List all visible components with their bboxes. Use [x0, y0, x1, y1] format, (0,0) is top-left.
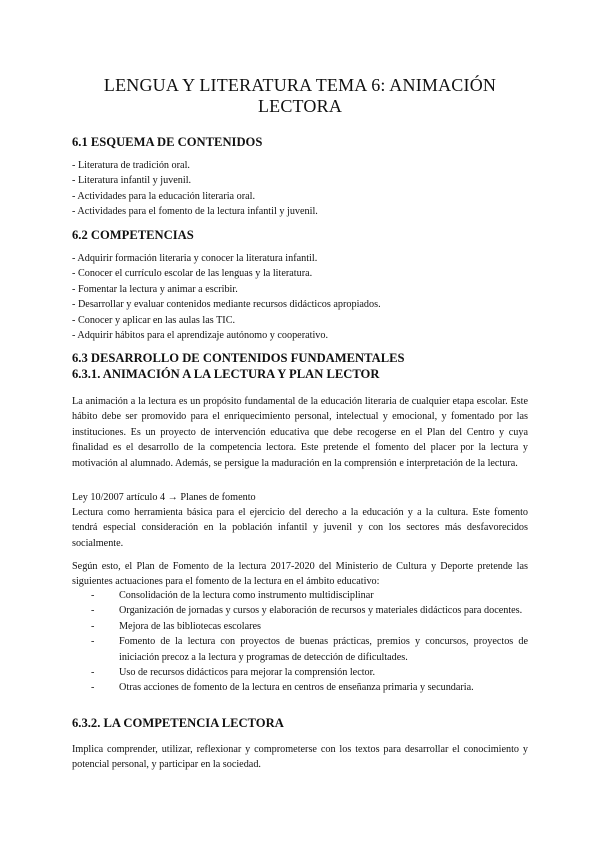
list-item: - Fomentar la lectura y animar a escribir. — [72, 283, 238, 295]
list-item: - Conocer el currículo escolar de las lenguas y la literatura. — [72, 268, 313, 280]
actions-list — [72, 588, 528, 696]
list-item-text: Otras acciones de fomento de la lectura en centros de enseñanza primaria y secundaria. — [119, 682, 474, 694]
list-item: - Adquirir hábitos para el aprendizaje autónomo y cooperativo. — [72, 330, 329, 342]
section-heading-competencias: 6.2 COMPETENCIAS — [72, 228, 194, 242]
dash-bullet: - — [91, 590, 95, 601]
competencies-list — [72, 251, 381, 343]
subsection-heading-competencia-lectora: 6.3.2. LA COMPETENCIA LECTORA — [72, 716, 284, 730]
list-item: - Actividades para la educación literaria oral. — [72, 190, 256, 202]
list-item-text: Organización de jornadas y cursos y elaboración de recursos y materiales didácticos para docentes. — [119, 605, 523, 617]
paragraph-competencia-lectora: Implica comprender, utilizar, reflexionar y comprometerse con los textos para desarrollar el conocimiento y potencial personal, y participar en la sociedad. — [72, 744, 528, 771]
list-item-text: Mejora de las bibliotecas escolares — [119, 620, 262, 632]
list-item: - Actividades para el fomento de la lectura infantil y juvenil. — [72, 206, 318, 218]
dash-bullet: - — [91, 620, 95, 632]
list-item-text: Consolidación de la lectura como instrumento multidisciplinar — [119, 590, 374, 601]
list-item-text: Fomento de la lectura con proyectos de buenas prácticas, premios y concursos, proyectos de iniciación precoz a la lectura y programas de detección de dificultades. — [119, 636, 528, 663]
paragraph-ley: Lectura como herramienta básica para el ejercicio del derecho a la educación y a la cultura. Este fomento tendrá especial consideración en la población infantil y juvenil y con los sectores más desfavorecidos socialmente. — [72, 507, 528, 549]
subsection-heading-animacion: 6.3.1. ANIMACIÓN A LA LECTURA Y PLAN LECTOR — [72, 367, 380, 381]
list-item: - Literatura de tradición oral. — [72, 160, 190, 171]
dash-bullet: - — [91, 682, 95, 694]
list-item: - Adquirir formación literaria y conocer la literatura infantil. — [72, 253, 318, 264]
list-item: - Literatura infantil y juvenil. — [72, 175, 192, 187]
list-item — [72, 665, 528, 680]
dash-bullet: - — [91, 605, 95, 617]
paragraph-plan-fomento: Según esto, el Plan de Fomento de la lectura 2017-2020 del Ministerio de Cultura y Deporte pretende las siguientes actuaciones para el fomento de la lectura en el ámbito educativo: — [72, 561, 528, 588]
list-item-text: Uso de recursos didácticos para mejorar la comprensión lector. — [119, 667, 376, 679]
list-item: - Conocer y aplicar en las aulas las TIC. — [72, 314, 236, 326]
document-title: LENGUA Y LITERATURA TEMA 6: ANIMACIÓN LECTORA — [103, 75, 497, 116]
dash-bullet: - — [91, 667, 95, 679]
contents-list — [72, 158, 318, 220]
list-item: - Desarrollar y evaluar contenidos mediante recursos didácticos apropiados. — [72, 299, 381, 311]
dash-bullet: - — [91, 636, 95, 648]
list-item — [72, 588, 528, 603]
law-reference: Ley 10/2007 artículo 4 → Planes de fomento — [72, 492, 256, 503]
list-item — [72, 680, 528, 695]
list-item — [72, 634, 528, 665]
list-item — [72, 603, 528, 618]
section-heading-esquema: 6.1 ESQUEMA DE CONTENIDOS — [72, 135, 263, 149]
section-heading-desarrollo: 6.3 DESARROLLO DE CONTENIDOS FUNDAMENTALES — [72, 351, 405, 365]
list-item — [72, 619, 528, 634]
paragraph-animacion: La animación a la lectura es un propósito fundamental de la educación literaria de cualquier etapa escolar. Este hábito debe ser promovido para el enriquecimiento personal, intelectual y emocional, y fomentado por las instituciones. Es un proyecto de intervención educativa que debe recogerse en el Plan del Centro y cuya finalidad es el desarrollo de la competencia lectora. Este pretende el fomento del placer por la lectura y motivación al alumnado. Además, se persigue la maduración en la comprensión e interpretación de la lectura. — [72, 396, 528, 469]
